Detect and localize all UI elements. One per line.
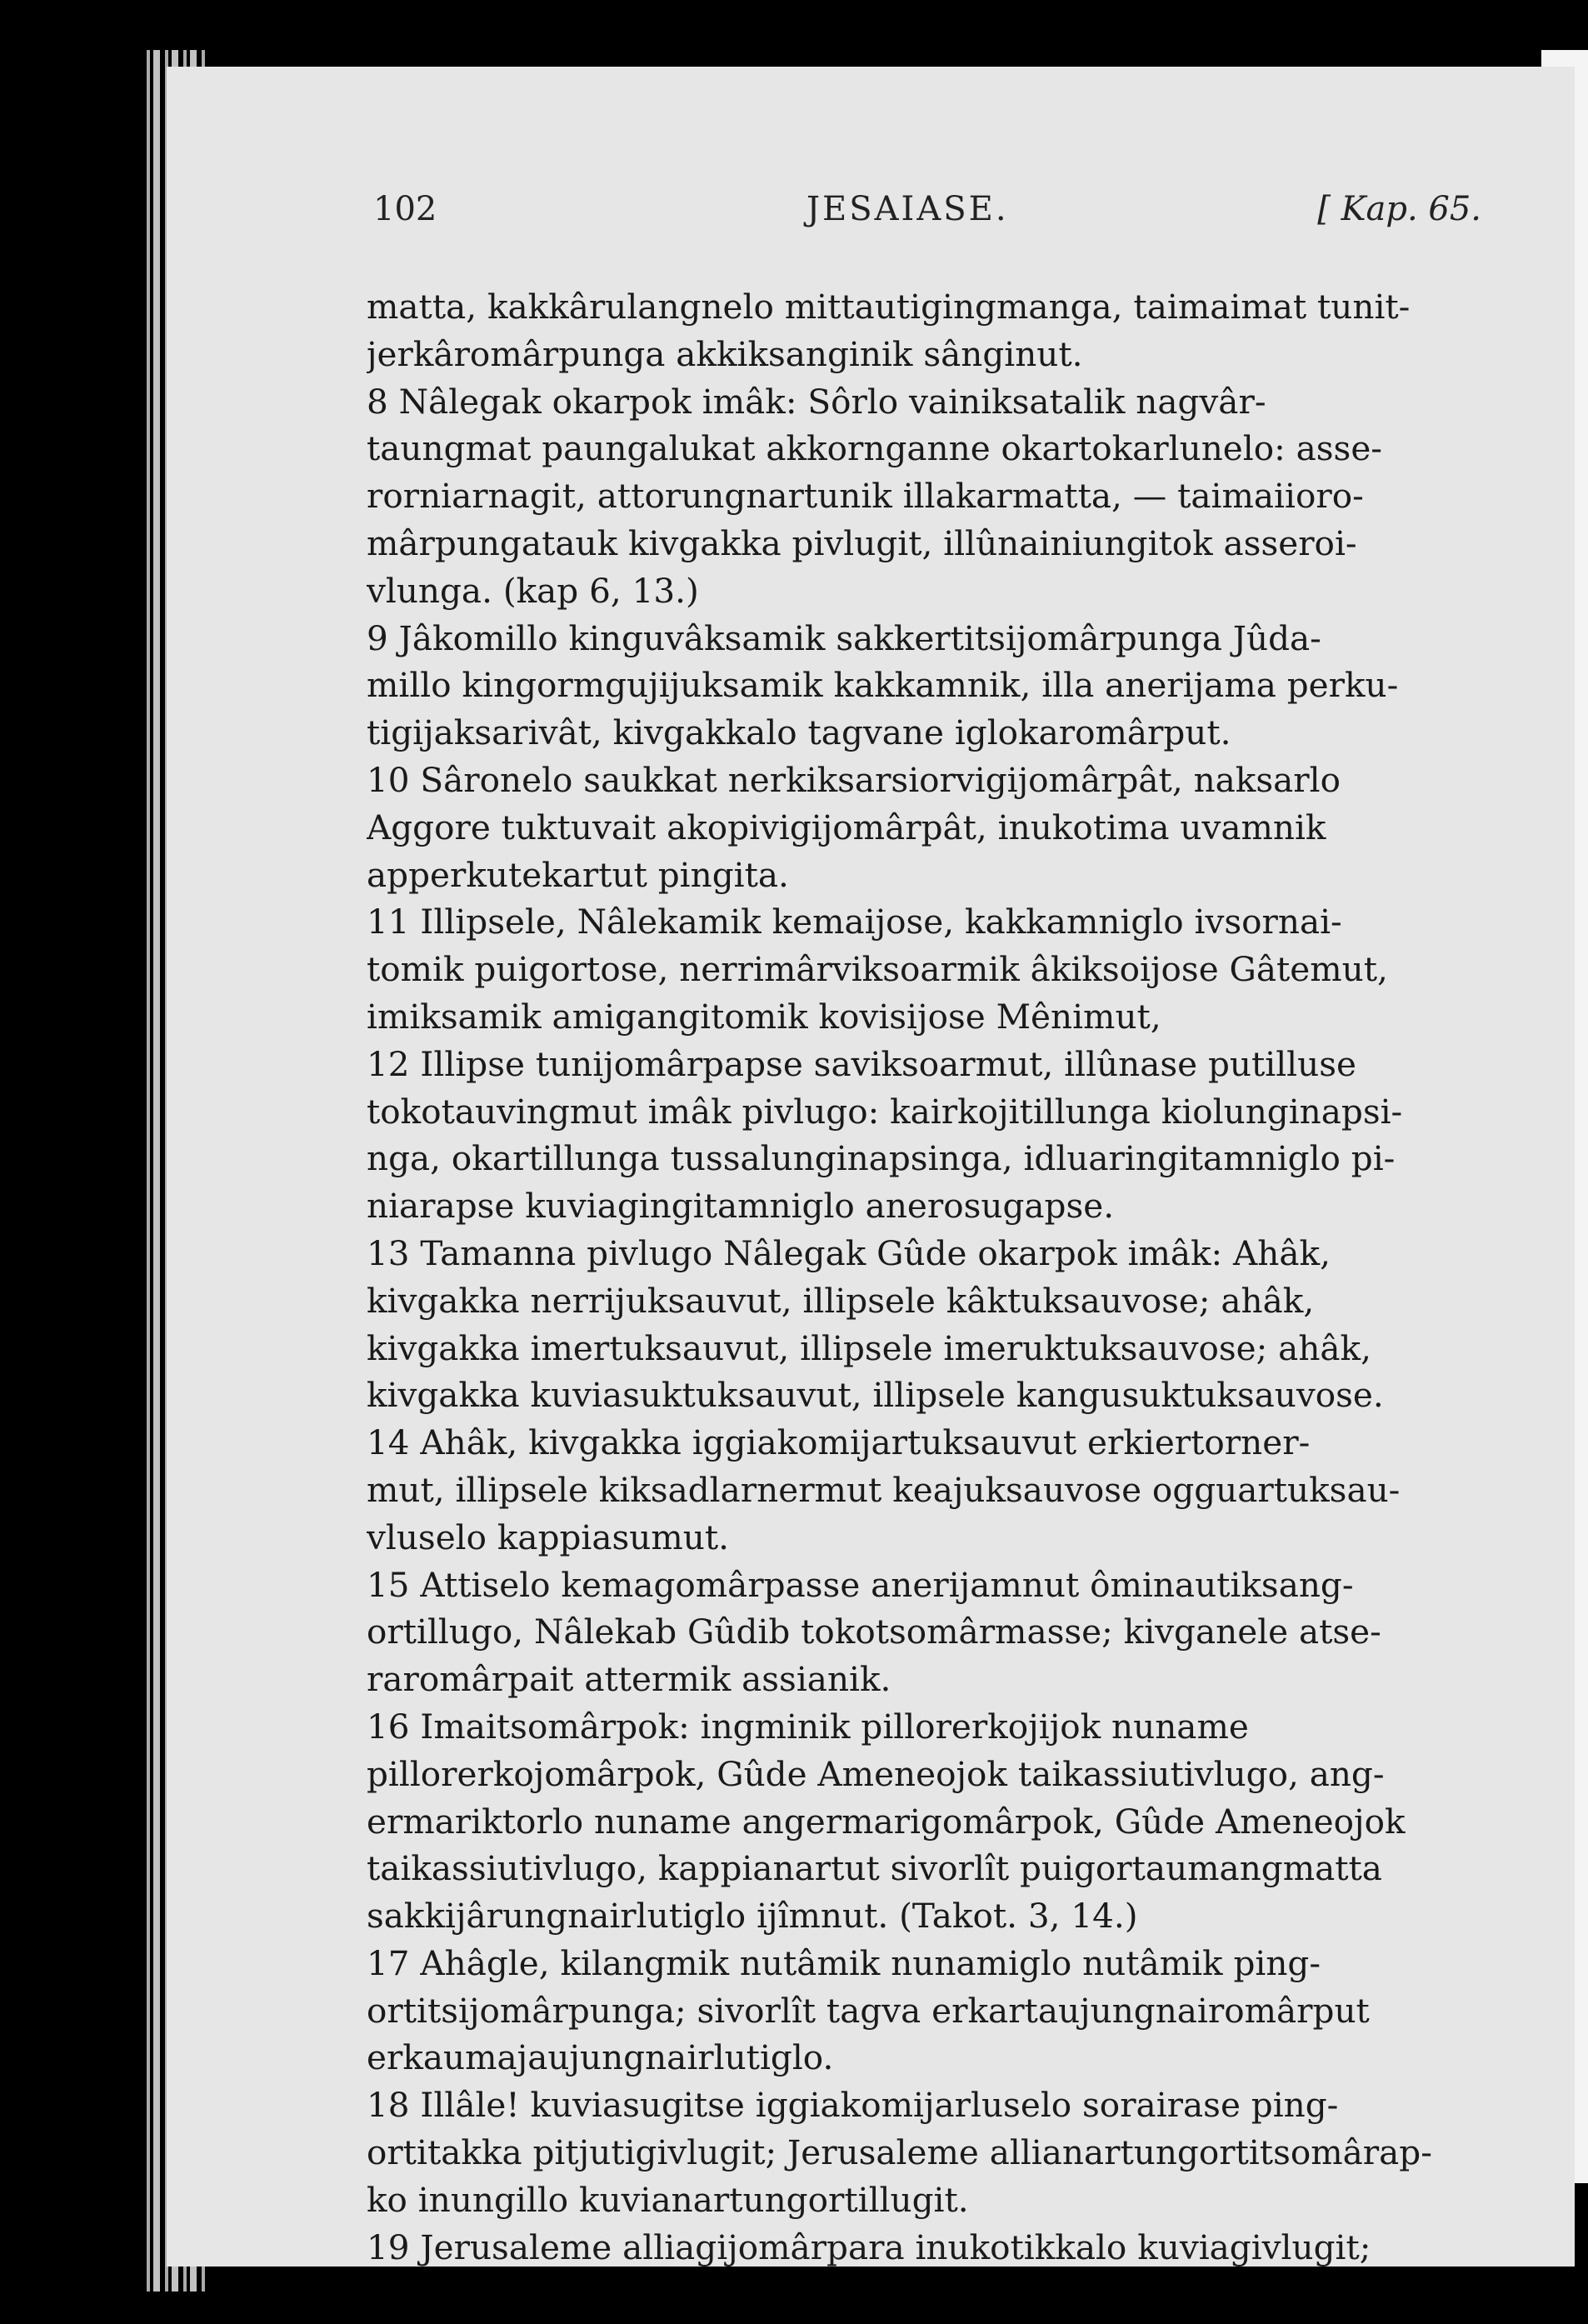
text-line: kivgakka imertuksauvut, illipsele imeruktuksauvose; ahâk, xyxy=(367,1327,1371,1368)
text-line: 14 Ahâk, kivgakka iggiakomijartuksauvut erkiertorner- xyxy=(367,1422,1311,1463)
text-line: vluselo kappiasumut. xyxy=(367,1517,730,1557)
text-line: matta, kakkârulangnelo mittautigingmanga, taimaimat tunit- xyxy=(367,287,1411,327)
text-line: tokotauvingmut imâk pivlugo: kairkojitillunga kiolunginapsi- xyxy=(367,1091,1403,1132)
text-line: erkaumajaujungnairlutiglo. xyxy=(367,2037,834,2078)
text-line: 13 Tamanna pivlugo Nâlegak Gûde okarpok imâk: Ahâk, xyxy=(367,1232,1331,1273)
text-line: raromârpait attermik assianik. xyxy=(367,1659,891,1700)
text-line: mut, illipsele kiksadlarnermut keajuksauvose ogguartuksau- xyxy=(367,1469,1401,1510)
text-line: 10 Sâronelo saukkat nerkiksarsiorvigijomârpât, naksarlo xyxy=(367,759,1341,800)
page-header xyxy=(373,190,1481,248)
running-title: JESAIASE. xyxy=(806,190,1009,228)
text-line: ortillugo, Nâlekab Gûdib tokotsomârmasse; kivganele atse- xyxy=(367,1612,1381,1652)
text-line: ermariktorlo nuname angermarigomârpok, Gûde Ameneojok xyxy=(367,1801,1406,1842)
text-line: pillorerkojomârpok, Gûde Ameneojok taikassiutivlugo, ang- xyxy=(367,1753,1385,1794)
text-line: tigijaksarivât, kivgakkalo tagvane iglokaromârput. xyxy=(367,712,1231,753)
text-line: apperkutekartut pingita. xyxy=(367,854,789,895)
text-line: rorniarnagit, attorungnartunik illakarmatta, — taimaiioro- xyxy=(367,476,1364,517)
text-line: ortitakka pitjutigivlugit; Jerusaleme allianartungortitsomârap- xyxy=(367,2132,1432,2173)
text-line: jerkâromârpunga akkiksanginik sânginut. xyxy=(367,333,1083,374)
text-line: niarapse kuviagingitamniglo anerosugapse. xyxy=(367,1186,1115,1227)
text-line: nga, okartillunga tussalunginapsinga, idluaringitamniglo pi- xyxy=(367,1138,1396,1179)
text-line: 11 Illipsele, Nâlekamik kemaijose, kakkamniglo ivsornai- xyxy=(367,902,1342,942)
text-line: ortitsijomârpunga; sivorlît tagva erkartaujungnairomârput xyxy=(367,1990,1370,2031)
text-line: 16 Imaitsomârpok: ingminik pillorerkojijok nuname xyxy=(367,1706,1249,1747)
text-line: 17 Ahâgle, kilangmik nutâmik nunamiglo nutâmik ping- xyxy=(367,1942,1321,1983)
text-line: tomik puigortose, nerrimârviksoarmik âkiksoijose Gâtemut, xyxy=(367,949,1388,990)
text-line: 9 Jâkomillo kinguvâksamik sakkertitsijomârpunga Jûda- xyxy=(367,617,1321,658)
text-line: mârpungatauk kivgakka pivlugit, illûnainiungitok asseroi- xyxy=(367,522,1357,563)
body-text xyxy=(367,283,1466,2271)
text-line: taikassiutivlugo, kappianartut sivorlît puigortaumangmatta xyxy=(367,1848,1382,1889)
page-number: 102 xyxy=(373,190,437,228)
text-line: imiksamik amigangitomik kovisijose Mênimut, xyxy=(367,996,1161,1037)
text-line: Aggore tuktuvait akopivigijomârpât, inukotima uvamnik xyxy=(367,807,1326,847)
text-line: 12 Illipse tunijomârpapse saviksoarmut, illûnase putilluse xyxy=(367,1043,1356,1084)
text-line: 18 Illâle! kuviasugitse iggiakomijarluselo sorairase ping- xyxy=(367,2085,1339,2126)
text-line: sakkijârungnairlutiglo ijîmnut. (Takot. 3, 14.) xyxy=(367,1896,1138,1937)
text-line: 15 Attiselo kemagomârpasse anerijamnut ôminautiksang- xyxy=(367,1564,1354,1605)
text-line: 8 Nâlegak okarpok imâk: Sôrlo vainiksatalik nagvâr- xyxy=(367,381,1266,422)
chapter-reference: [ Kap. 65. xyxy=(1317,190,1481,228)
text-line: ko inungillo kuvianartungortillugit. xyxy=(367,2179,969,2220)
text-line: millo kingormgujijuksamik kakkamnik, illa anerijama perku- xyxy=(367,665,1399,706)
text-line: 19 Jerusaleme alliagijomârpara inukotikkalo kuviagivlugit; xyxy=(367,2227,1371,2267)
text-line: kivgakka kuviasuktuksauvut, illipsele kangusuktuksauvose. xyxy=(367,1375,1384,1416)
text-line: vlunga. (kap 6, 13.) xyxy=(367,570,699,611)
text-line: taungmat paungalukat akkornganne okartokarlunelo: asse- xyxy=(367,428,1382,469)
text-line: kivgakka nerrijuksauvut, illipsele kâktuksauvose; ahâk, xyxy=(367,1280,1315,1321)
